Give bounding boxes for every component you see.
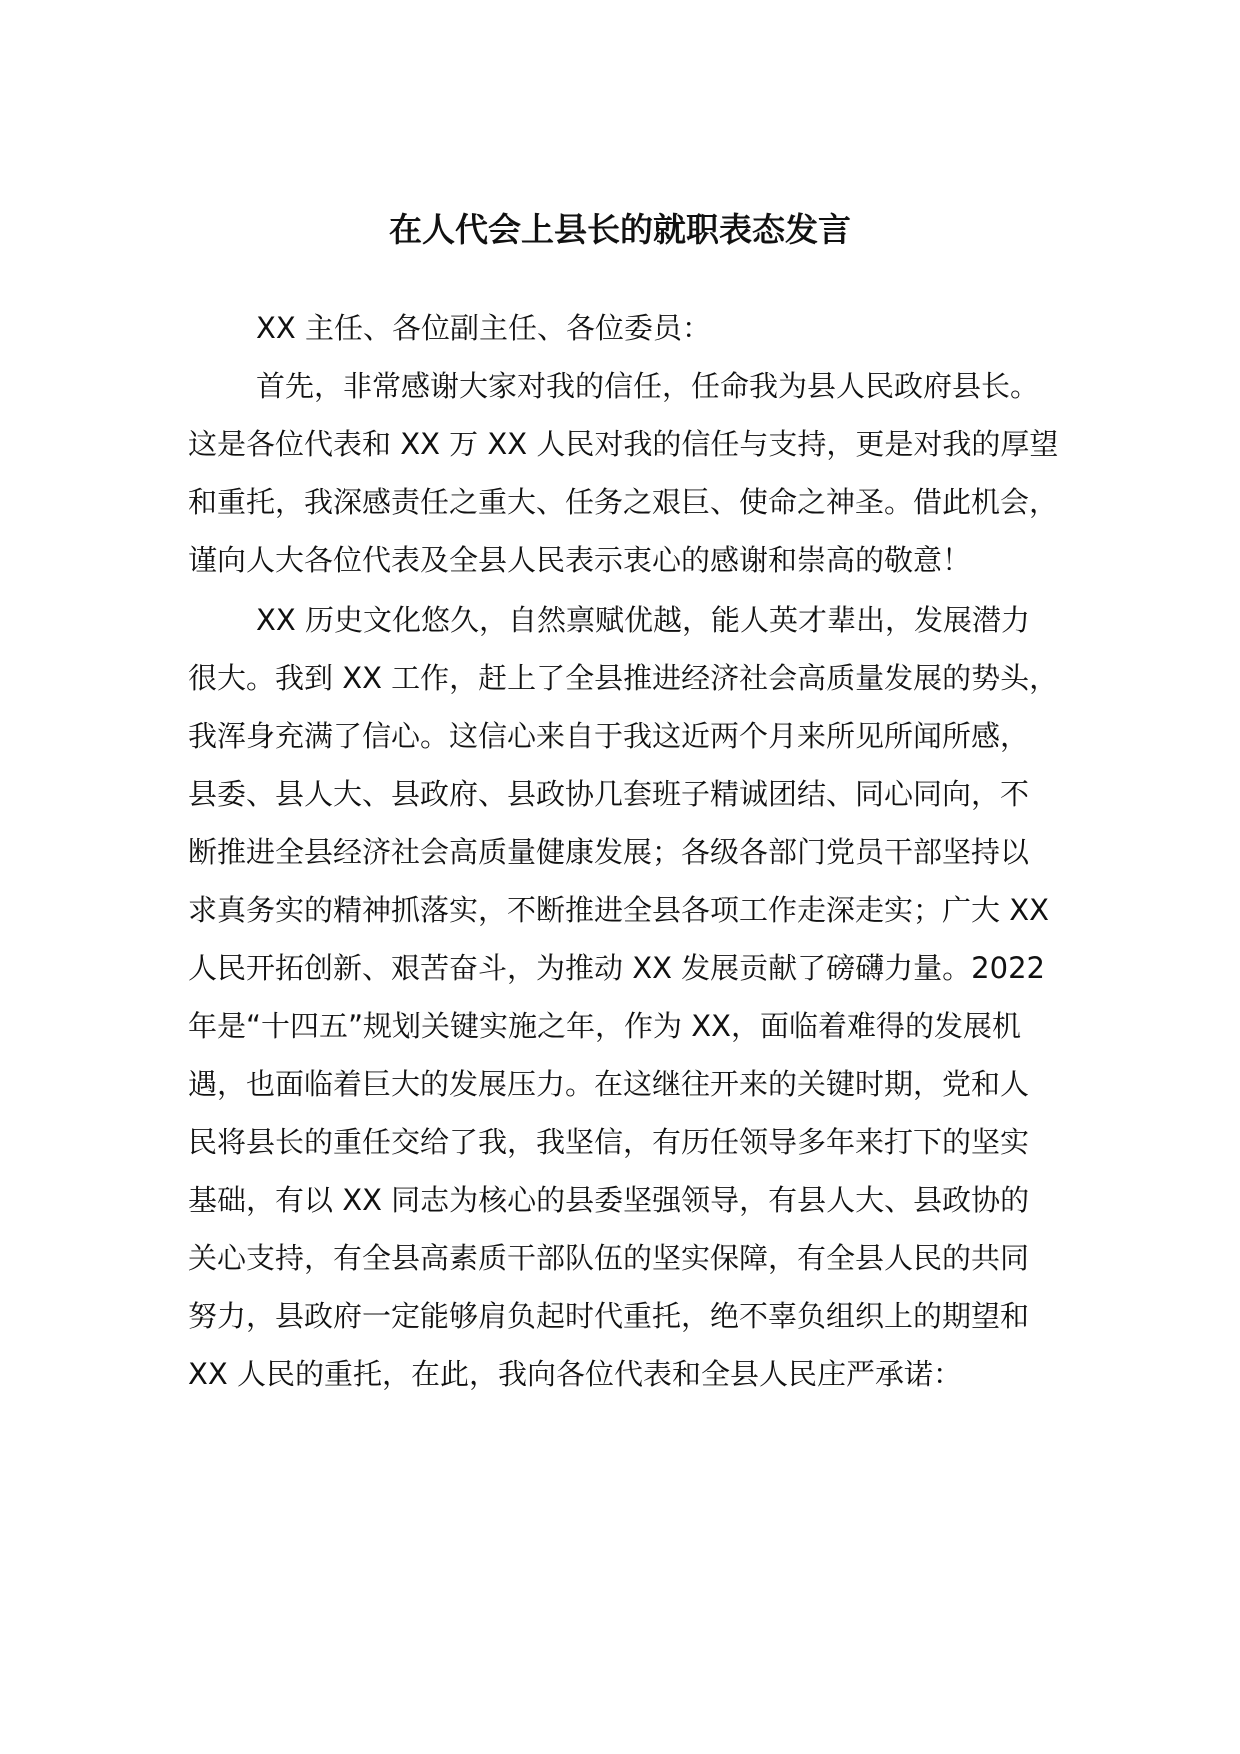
body-line: 这是各位代表和 XX 万 XX 人民对我的信任与支持，更是对我的厚望 [188, 427, 1059, 461]
body-line: 基础，有以 XX 同志为核心的县委坚强领导，有县人大、县政协的 [188, 1183, 1030, 1217]
body-line: XX 历史文化悠久，自然禀赋优越，能人英才辈出，发展潜力 [256, 603, 1030, 637]
body-line: 遇，也面临着巨大的发展压力。在这继往开来的关键时期，党和人 [188, 1067, 1030, 1101]
body-line: 人民开拓创新、艰苦奋斗，为推动 XX 发展贡献了磅礴力量。2022 [188, 951, 1045, 985]
body-line: 首先，非常感谢大家对我的信任，任命我为县人民政府县长。 [256, 369, 1040, 403]
document-title: 在人代会上县长的就职表态发言 [389, 210, 851, 249]
body-line: 努力，县政府一定能够肩负起时代重托，绝不辜负组织上的期望和 [188, 1299, 1030, 1333]
body-line: XX 人民的重托，在此，我向各位代表和全县人民庄严承诺： [188, 1357, 962, 1391]
body-line: 关心支持，有全县高素质干部队伍的坚实保障，有全县人民的共同 [188, 1241, 1030, 1275]
salutation-line: XX 主任、各位副主任、各位委员： [256, 311, 711, 345]
body-line: 断推进全县经济社会高质量健康发展；各级各部门党员干部坚持以 [188, 835, 1030, 869]
body-line: 我浑身充满了信心。这信心来自于我这近两个月来所见所闻所感， [188, 719, 1030, 753]
body-line: 求真务实的精神抓落实，不断推进全县各项工作走深走实；广大 XX [188, 893, 1049, 927]
body-line: 县委、县人大、县政府、县政协几套班子精诚团结、同心同向，不 [188, 777, 1030, 811]
body-line: 很大。我到 XX 工作，赶上了全县推进经济社会高质量发展的势头， [188, 661, 1059, 695]
body-line: 和重托，我深感责任之重大、任务之艰巨、使命之神圣。借此机会， [188, 485, 1059, 519]
body-line: 谨向人大各位代表及全县人民表示衷心的感谢和崇高的敬意！ [188, 543, 972, 577]
body-line: 民将县长的重任交给了我，我坚信，有历任领导多年来打下的坚实 [188, 1125, 1030, 1159]
body-line: 年是“十四五”规划关键实施之年，作为 XX，面临着难得的发展机 [188, 1009, 1022, 1043]
